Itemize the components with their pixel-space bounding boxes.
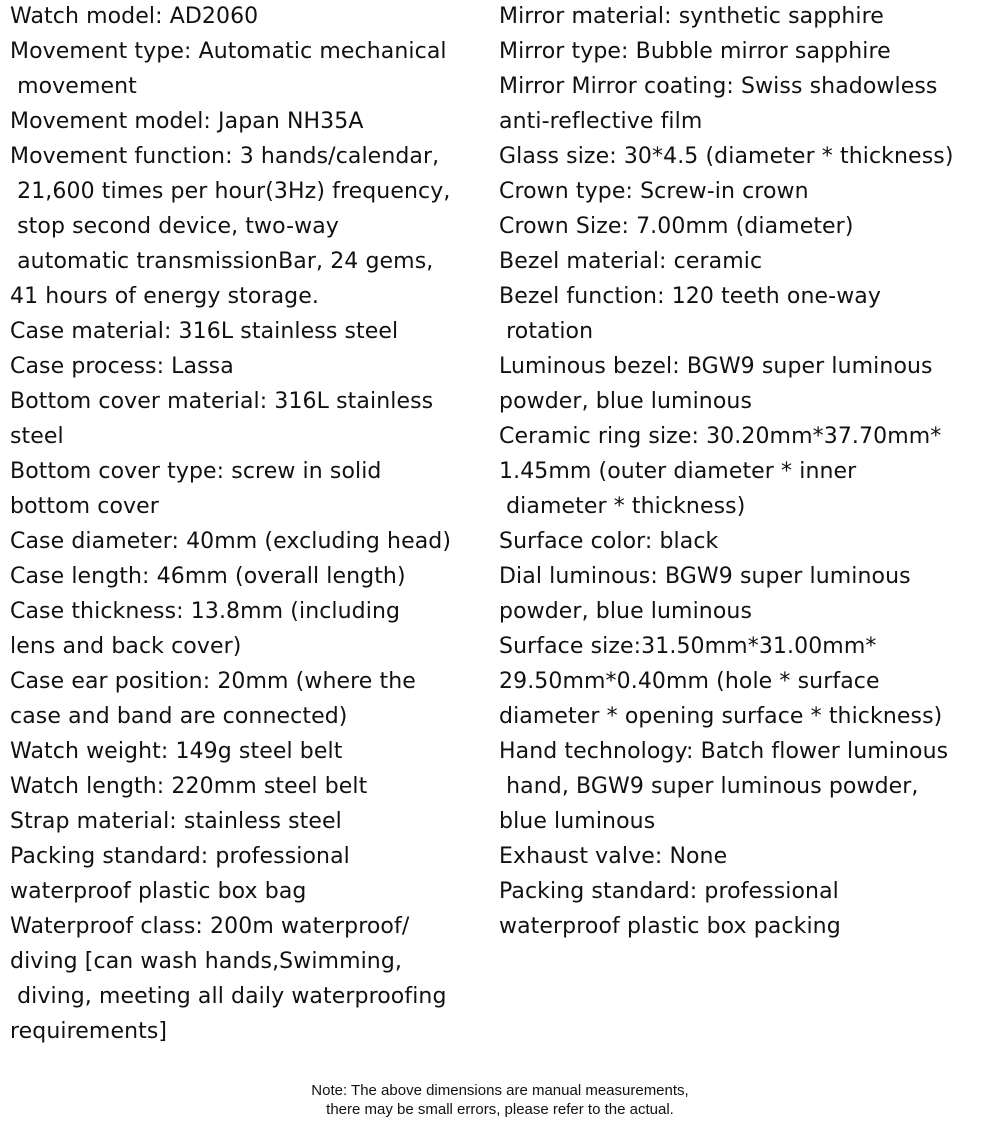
spec-line: Ceramic ring size: 30.20mm*37.70mm* (499, 424, 942, 449)
spec-line: waterproof plastic box bag (10, 879, 307, 904)
spec-line: diving [can wash hands,Swimming, (10, 949, 403, 974)
spec-line: Movement function: 3 hands/calendar, (10, 144, 440, 169)
spec-line: Exhaust valve: None (499, 844, 728, 869)
spec-line: powder, blue luminous (499, 599, 753, 624)
spec-line: hand, BGW9 super luminous powder, (499, 774, 919, 799)
spec-line: stop second device, two-way (10, 214, 339, 239)
spec-line: Case thickness: 13.8mm (including (10, 599, 401, 624)
measurement-note (0, 1081, 1000, 1119)
spec-line: bottom cover (10, 494, 159, 519)
spec-line: Strap material: stainless steel (10, 809, 342, 834)
spec-line: movement (10, 74, 137, 99)
spec-line: Mirror Mirror coating: Swiss shadowless (499, 74, 938, 99)
spec-line: diameter * opening surface * thickness) (499, 704, 943, 729)
spec-line: Watch length: 220mm steel belt (10, 774, 368, 799)
spec-line: Watch weight: 149g steel belt (10, 739, 343, 764)
spec-line: 21,600 times per hour(3Hz) frequency, (10, 179, 451, 204)
spec-line: steel (10, 424, 64, 449)
spec-column-right (499, 0, 995, 945)
spec-line: lens and back cover) (10, 634, 242, 659)
note-line-2: there may be small errors, please refer to the actual. (326, 1101, 674, 1118)
spec-line: automatic transmissionBar, 24 gems, (10, 249, 434, 274)
spec-line: 29.50mm*0.40mm (hole * surface (499, 669, 880, 694)
spec-line: Bottom cover material: 316L stainless (10, 389, 434, 414)
spec-line: anti-reflective film (499, 109, 703, 134)
spec-line: Mirror type: Bubble mirror sapphire (499, 39, 891, 64)
spec-line: waterproof plastic box packing (499, 914, 841, 939)
spec-line: Bezel function: 120 teeth one-way (499, 284, 882, 309)
spec-line: requirements] (10, 1019, 168, 1044)
spec-line: diameter * thickness) (499, 494, 746, 519)
spec-line: Packing standard: professional (499, 879, 839, 904)
spec-line: 1.45mm (outer diameter * inner (499, 459, 857, 484)
spec-line: Crown type: Screw-in crown (499, 179, 809, 204)
spec-line: rotation (499, 319, 594, 344)
spec-column-left (10, 0, 496, 1050)
spec-line: Mirror material: synthetic sapphire (499, 4, 884, 29)
spec-line: case and band are connected) (10, 704, 348, 729)
spec-line: Glass size: 30*4.5 (diameter * thickness) (499, 144, 954, 169)
spec-line: Case length: 46mm (overall length) (10, 564, 406, 589)
spec-line: Luminous bezel: BGW9 super luminous (499, 354, 933, 379)
spec-line: blue luminous (499, 809, 656, 834)
spec-line: diving, meeting all daily waterproofing (10, 984, 447, 1009)
spec-line: Watch model: AD2060 (10, 4, 259, 29)
spec-line: Surface size:31.50mm*31.00mm* (499, 634, 877, 659)
spec-line: Packing standard: professional (10, 844, 350, 869)
spec-line: Surface color: black (499, 529, 719, 554)
spec-line: Hand technology: Batch flower luminous (499, 739, 949, 764)
spec-line: Movement type: Automatic mechanical (10, 39, 447, 64)
spec-line: Crown Size: 7.00mm (diameter) (499, 214, 854, 239)
spec-line: Movement model: Japan NH35A (10, 109, 364, 134)
spec-line: Case material: 316L stainless steel (10, 319, 399, 344)
spec-line: Bottom cover type: screw in solid (10, 459, 382, 484)
spec-line: Case ear position: 20mm (where the (10, 669, 416, 694)
spec-line: Dial luminous: BGW9 super luminous (499, 564, 911, 589)
note-line-1: Note: The above dimensions are manual measurements, (311, 1082, 689, 1099)
spec-line: 41 hours of energy storage. (10, 284, 319, 309)
spec-line: powder, blue luminous (499, 389, 753, 414)
spec-line: Case diameter: 40mm (excluding head) (10, 529, 452, 554)
spec-line: Waterproof class: 200m waterproof/ (10, 914, 410, 939)
spec-line: Bezel material: ceramic (499, 249, 763, 274)
spec-line: Case process: Lassa (10, 354, 234, 379)
